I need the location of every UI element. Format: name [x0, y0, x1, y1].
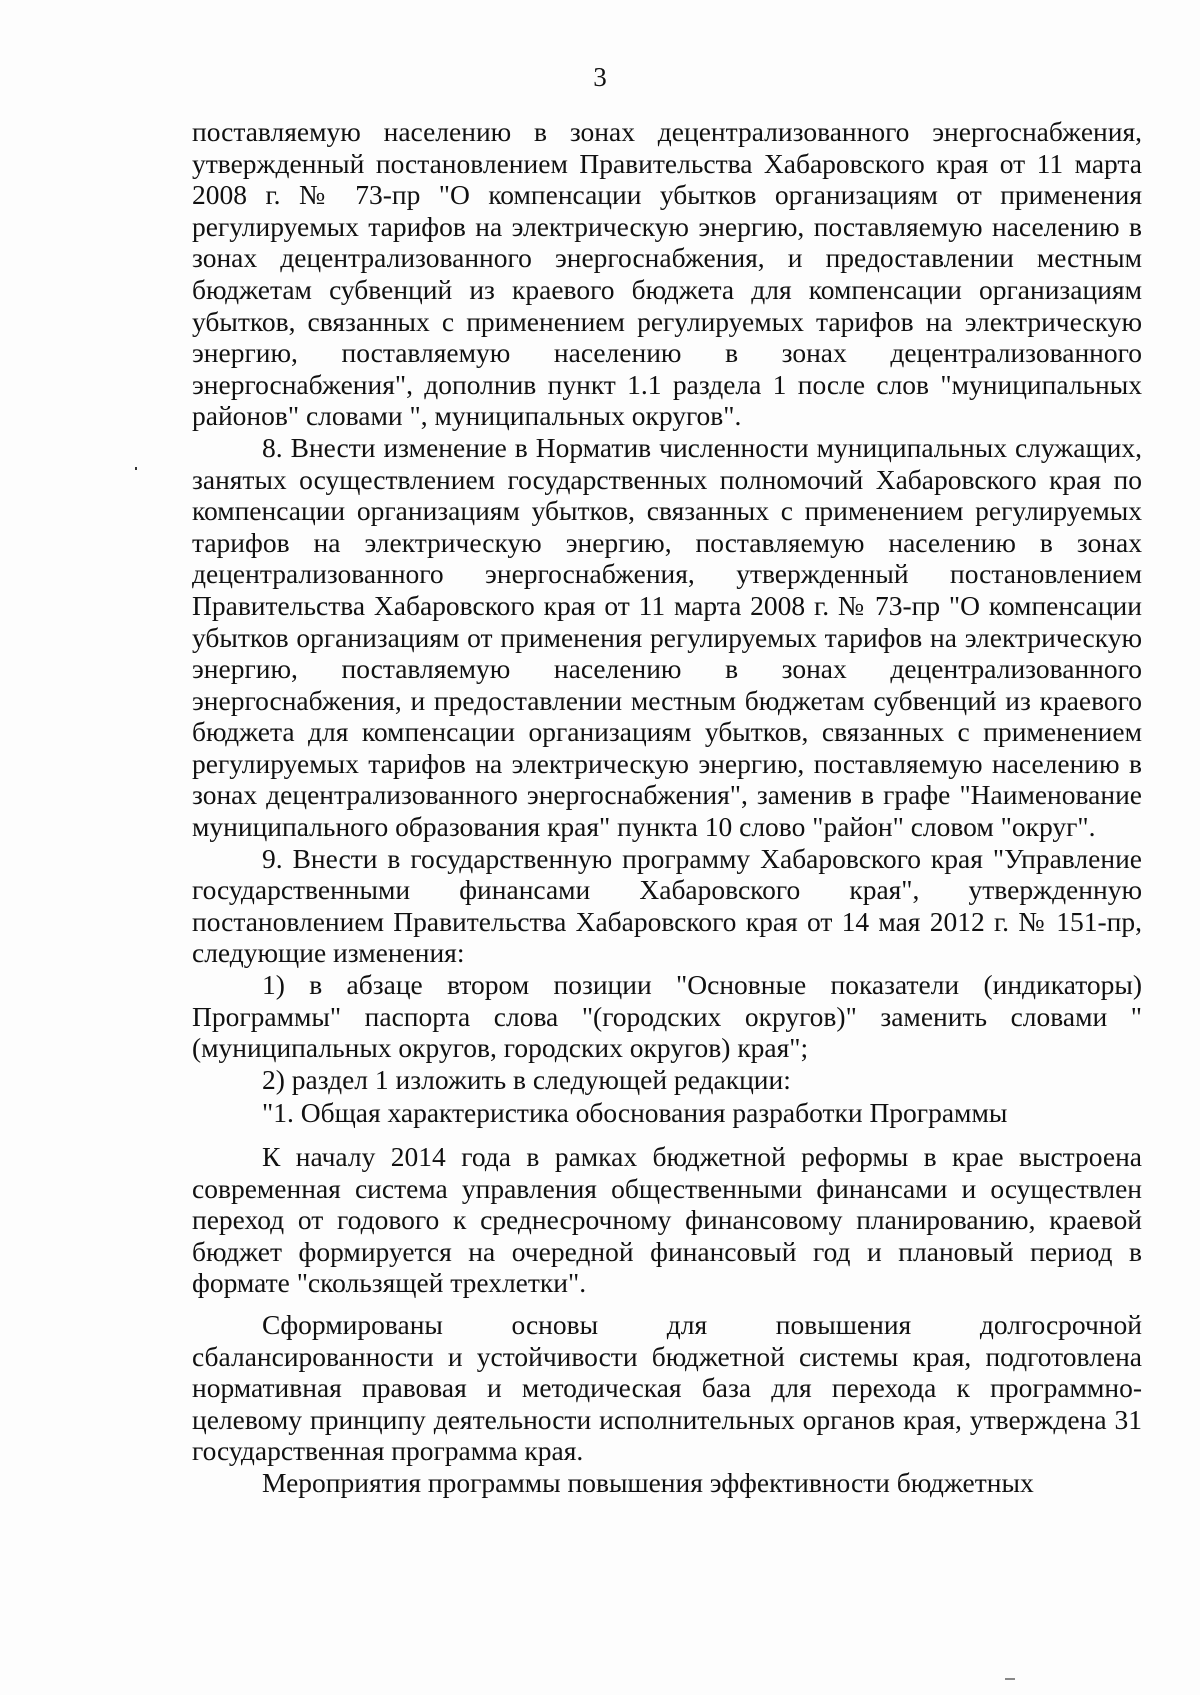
paragraph-budget-reform: К началу 2014 года в рамках бюджетной реформы в крае выстроена современная система управления общественными финансами и осуществлен переход от годового к среднесрочному финансовому планированию, краевой бюджет формируется на очередной финансовый год и плановый период в формате "скользящей трехлетки".: [192, 1141, 1142, 1299]
section-heading: "1. Общая характеристика обоснования разработки Программы: [262, 1097, 1008, 1129]
document-body: [192, 116, 1142, 1499]
paragraph-continuation: поставляемую населению в зонах децентрализованного энергоснабжения, утвержденный постановлением Правительства Хабаровского края от 11 марта 2008 г. № 73-пр "О компенсации убытков организациям от применения регулируемых тарифов на электрическую энергию, поставляемую населению в зонах децентрализованного энергоснабжения, и предоставлении местным бюджетам субвенций из краевого бюджета для компенсации организациям убытков, связанных с применением регулируемых тарифов на электрическую энергию, поставляемую населению в зонах децентрализованного энергоснабжения", дополнив пункт 1.1 раздела 1 после слов "муниципальных районов" словами ", муниципальных округов".: [192, 116, 1142, 432]
paragraph-foundations: Сформированы основы для повышения долгосрочной сбалансированности и устойчивости бюджетной системы края, подготовлена нормативная правовая и методическая база для перехода к программно-целевому принципу деятельности исполнительных органов края, утверждена 31 государственная программа края.: [192, 1308, 1142, 1467]
paragraph-item-8: 8. Внести изменение в Норматив численности муниципальных служащих, занятых осуществлением государственных полномочий Хабаровского края по компенсации организациям убытков, связанных с применением регулируемых тарифов на электрическую энергию, поставляемую населению в зонах децентрализованного энергоснабжения, утвержденный постановлением Правительства Хабаровского края от 11 марта 2008 г. № 73-пр "О компенсации убытков организациям от применения регулируемых тарифов на электрическую энергию, поставляемую населению в зонах децентрализованного энергоснабжения, и предоставлении местным бюджетам субвенций из краевого бюджета для компенсации организациям убытков, связанных с применением регулируемых тарифов на электрическую энергию, поставляемую населению в зонах децентрализованного энергоснабжения", заменив в графе "Наименование муниципального образования края" пункта 10 слово "район" словом "округ".: [192, 431, 1142, 843]
paragraph-measures: Мероприятия программы повышения эффективности бюджетных: [262, 1466, 1034, 1498]
paragraph-subitem-2: 2) раздел 1 изложить в следующей редакции:: [262, 1063, 791, 1095]
scan-artifact: [135, 467, 137, 470]
scan-artifact-bottom: [1005, 1678, 1015, 1680]
page-number: 3: [593, 62, 607, 92]
paragraph-subitem-1: 1) в абзаце втором позиции "Основные показатели (индикаторы) Программы" паспорта слова "(городских округов)" заменить словами "(муниципальных округов, городских округов) края";: [192, 969, 1142, 1064]
paragraph-item-9: 9. Внести в государственную программу Хабаровского края "Управление государственными финансами Хабаровского края", утвержденную постановлением Правительства Хабаровского края от 14 мая 2012 г. № 151-пр, следующие изменения:: [192, 842, 1142, 969]
